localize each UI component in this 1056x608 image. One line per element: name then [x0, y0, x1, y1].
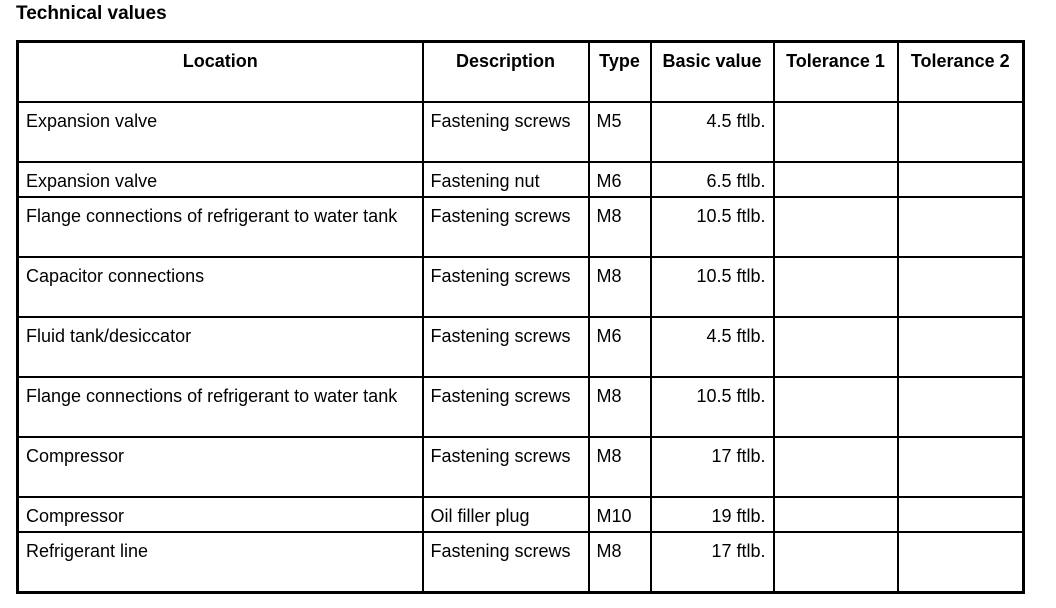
cell-basic-value: 17 ftlb. [651, 532, 774, 593]
cell-tolerance-2 [898, 257, 1024, 317]
table-row [18, 317, 1024, 377]
table-row [18, 197, 1024, 257]
table-row [18, 497, 1024, 532]
table-row [18, 532, 1024, 593]
cell-basic-value: 17 ftlb. [651, 437, 774, 497]
cell-tolerance-1 [774, 497, 898, 532]
cell-location: Compressor [18, 497, 423, 532]
cell-location: Expansion valve [18, 102, 423, 162]
cell-location: Flange connections of refrigerant to water tank [18, 197, 423, 257]
cell-type: M8 [589, 437, 651, 497]
cell-description: Fastening nut [423, 162, 589, 197]
table-row [18, 377, 1024, 437]
cell-basic-value: 4.5 ftlb. [651, 102, 774, 162]
table-row [18, 257, 1024, 317]
cell-tolerance-2 [898, 162, 1024, 197]
cell-description: Fastening screws [423, 377, 589, 437]
cell-tolerance-2 [898, 317, 1024, 377]
cell-description: Oil filler plug [423, 497, 589, 532]
cell-tolerance-2 [898, 197, 1024, 257]
cell-tolerance-1 [774, 162, 898, 197]
cell-tolerance-2 [898, 497, 1024, 532]
header-row [18, 42, 1024, 103]
cell-tolerance-1 [774, 102, 898, 162]
cell-location: Fluid tank/desiccator [18, 317, 423, 377]
cell-basic-value: 10.5 ftlb. [651, 257, 774, 317]
cell-tolerance-2 [898, 437, 1024, 497]
cell-basic-value: 6.5 ftlb. [651, 162, 774, 197]
header-type: Type [589, 42, 651, 103]
cell-description: Fastening screws [423, 317, 589, 377]
header-location: Location [18, 42, 423, 103]
cell-description: Fastening screws [423, 102, 589, 162]
cell-type: M8 [589, 377, 651, 437]
cell-type: M6 [589, 317, 651, 377]
cell-type: M8 [589, 197, 651, 257]
cell-description: Fastening screws [423, 197, 589, 257]
cell-type: M10 [589, 497, 651, 532]
cell-type: M8 [589, 257, 651, 317]
cell-location: Refrigerant line [18, 532, 423, 593]
cell-location: Flange connections of refrigerant to water tank [18, 377, 423, 437]
page-title: Technical values [16, 3, 167, 24]
header-basic-value: Basic value [651, 42, 774, 103]
cell-basic-value: 4.5 ftlb. [651, 317, 774, 377]
cell-tolerance-1 [774, 317, 898, 377]
header-tolerance-2: Tolerance 2 [898, 42, 1024, 103]
cell-tolerance-1 [774, 437, 898, 497]
cell-tolerance-1 [774, 532, 898, 593]
cell-basic-value: 19 ftlb. [651, 497, 774, 532]
cell-basic-value: 10.5 ftlb. [651, 377, 774, 437]
cell-basic-value: 10.5 ftlb. [651, 197, 774, 257]
header-description: Description [423, 42, 589, 103]
cell-location: Compressor [18, 437, 423, 497]
cell-type: M8 [589, 532, 651, 593]
cell-description: Fastening screws [423, 532, 589, 593]
table-row [18, 162, 1024, 197]
cell-tolerance-2 [898, 377, 1024, 437]
cell-tolerance-2 [898, 102, 1024, 162]
cell-tolerance-1 [774, 257, 898, 317]
cell-tolerance-1 [774, 377, 898, 437]
header-tolerance-1: Tolerance 1 [774, 42, 898, 103]
cell-location: Capacitor connections [18, 257, 423, 317]
technical-values-table [16, 40, 1025, 594]
cell-type: M6 [589, 162, 651, 197]
cell-tolerance-1 [774, 197, 898, 257]
table-row [18, 102, 1024, 162]
table-row [18, 437, 1024, 497]
cell-tolerance-2 [898, 532, 1024, 593]
cell-description: Fastening screws [423, 257, 589, 317]
cell-type: M5 [589, 102, 651, 162]
cell-location: Expansion valve [18, 162, 423, 197]
cell-description: Fastening screws [423, 437, 589, 497]
